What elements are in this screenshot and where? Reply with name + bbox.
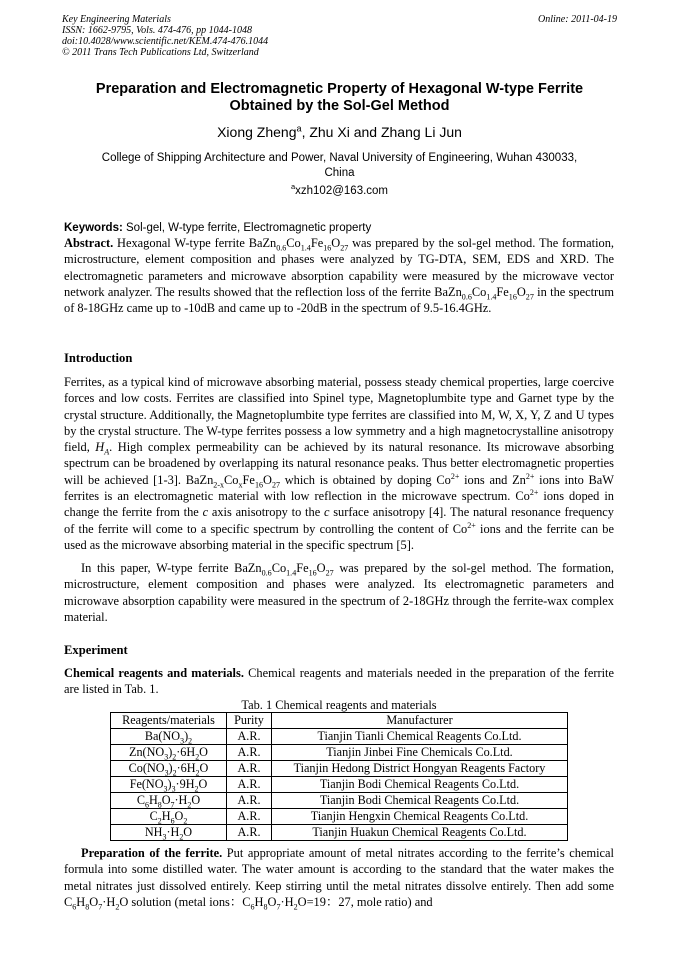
experiment-heading: Experiment <box>64 643 128 657</box>
authors-rest: , Zhu Xi and Zhang Li Jun <box>301 124 462 140</box>
intro-sup: 2+ <box>450 471 460 481</box>
intro-sub: 16 <box>254 480 263 490</box>
affiliation-line-1: College of Shipping Architecture and Power, Naval University of Engineering, Wuhan 430033, <box>101 152 578 164</box>
intro-sub: 27 <box>271 480 280 490</box>
purity-cell: A.R. <box>227 793 272 809</box>
manufacturer-cell: Tianjin Hedong District Hongyan Reagents Factory <box>272 761 568 777</box>
abstract-sub: 0.6 <box>461 292 472 302</box>
email-address: xzh102@163.com <box>295 185 389 197</box>
intro-text: ions and Zn <box>459 472 526 487</box>
preparation-label: Preparation of the ferrite. <box>81 846 223 860</box>
manufacturer-cell: Tianjin Hengxin Chemical Reagents Co.Ltd. <box>272 809 568 825</box>
abstract-sub: 1.4 <box>300 243 311 253</box>
abstract-text: Fe <box>310 236 324 250</box>
author-1-sup: a <box>296 123 302 134</box>
purity-cell: A.R. <box>227 761 272 777</box>
issn-line: ISSN: 1662-9795, Vols. 474-476, pp 1044-1048 <box>62 25 252 36</box>
intro-text: O <box>262 472 272 487</box>
prep-sub: 6 <box>250 902 255 912</box>
reagents-text: Chemical reagents and materials needed in the preparation of the ferrite are listed in Tab. 1. <box>64 666 614 697</box>
prep-text: O <box>119 894 129 909</box>
manufacturer-cell: Tianjin Jinbei Fine Chemicals Co.Ltd. <box>272 745 568 761</box>
prep-text: solution (metal ions：C <box>128 894 251 909</box>
table-header-cell: Purity <box>227 713 272 729</box>
prep-text: H <box>76 894 86 909</box>
prep-sub: 2 <box>293 902 298 912</box>
intro-text: Co <box>224 472 239 487</box>
intro-sub: 16 <box>308 568 317 578</box>
introduction-paragraph-1 <box>64 374 614 553</box>
intro-text: surface anisotropy [4]. The natural resonance frequency of the ferrite will come to a specific spectrum by controlling the content of Co <box>64 505 614 536</box>
prep-text: ·H <box>102 894 116 909</box>
intro-sub: A <box>104 447 110 457</box>
prep-sub: 7 <box>98 902 103 912</box>
abstract-text: Co <box>471 284 487 299</box>
intro-symbol: c <box>202 505 209 520</box>
table-row <box>111 825 568 841</box>
prep-text: O=19：27, mole ratio) and <box>297 894 433 909</box>
intro-sup: 2+ <box>529 487 539 497</box>
purity-cell: A.R. <box>227 809 272 825</box>
table-row <box>111 761 568 777</box>
copyright-line: © 2011 Trans Tech Publications Ltd, Switzerland <box>62 47 259 58</box>
affiliation-line-2: China <box>324 167 355 179</box>
reagents-table <box>110 712 568 841</box>
prep-sub: 2 <box>115 902 120 912</box>
intro-sub: x <box>238 480 243 490</box>
introduction-heading: Introduction <box>64 351 133 365</box>
title-line-2: Obtained by the Sol-Gel Method <box>229 98 450 114</box>
intro-text: which is obtained by doping Co <box>279 472 451 487</box>
abstract-sub: 27 <box>525 292 534 302</box>
reagent-cell: $Fe(NO_3)_3\cdot 9H_2O$ <box>111 777 227 793</box>
abstract-text: O <box>516 284 526 299</box>
intro-text: Fe <box>296 561 309 575</box>
intro-text: Fe <box>242 472 255 487</box>
reagents-label: Chemical reagents and materials. <box>64 666 244 680</box>
abstract-text: Co <box>286 236 301 250</box>
intro-text: Ferrites, as a typical kind of microwave absorbing material, possess steady chemical properties, large coercive forces and low costs. Ferrites are classified into Spinel type, Magnetoplumbite type and Garnet type by the crystal structure. Additionally, the Magnetoplumbite type ferrites are classified into M, W, X, Y, Z and U types by the crystal structure. The W-type ferrites possess a low symmetry and a high magnetocrystalline anisotropy field, <box>64 375 614 455</box>
abstract-text: O <box>331 236 341 250</box>
journal-name: Key Engineering Materials <box>62 14 171 25</box>
table-caption: Tab. 1 Chemical reagents and materials <box>241 698 437 712</box>
abstract-text: was prepared by the sol-gel method. The formation, microstructure, element composition and phases were analyzed by TG-DTA, SEM, EDS and XRD. The electromagnetic parameters and microwave absorption capability were measured by the microwave vector network analyzer. The results showed that the reflection loss of the ferrite BaZn <box>64 236 614 299</box>
abstract-text: Fe <box>496 284 509 299</box>
table-row <box>111 777 568 793</box>
intro-text: . High complex permeability can be achieved by its natural resonance. Its microwave absorbing spectrum can be broadened by overlapping its natural resonance peaks. Thus better electromagnetic properties will be achieved [1-3]. BaZn <box>64 440 614 487</box>
intro-text: ions into BaW ferrites is an electromagnetic material with low reflection in the microwave spectrum. Co <box>64 472 614 504</box>
abstract-sub: 0.6 <box>276 243 287 253</box>
intro-text: Co <box>271 561 287 575</box>
abstract-sub: 16 <box>323 243 332 253</box>
reagent-cell: $Co(NO_3)_2\cdot 6H_2O$ <box>111 761 227 777</box>
intro-sub: 0.6 <box>261 568 272 578</box>
reagent-cell: $NH_3\cdot H_2O$ <box>111 825 227 841</box>
prep-text: Put appropriate amount of metal nitrates according to the ferrite’s chemical formula into some distilled water. The water amount is according to the standard that the water makes the metal nitrates just dissolved entirely. Keep stirring until the metal nitrates dissolve entirely. Then add some C <box>64 846 614 909</box>
table-header-row <box>111 713 568 729</box>
intro-text: ions doped in change the ferrite from the <box>64 489 614 520</box>
introduction-paragraph-2 <box>64 560 614 625</box>
email-sup: a <box>290 182 296 192</box>
intro-sup: 2+ <box>525 471 535 481</box>
abstract-sub: 16 <box>508 292 517 302</box>
preparation-paragraph <box>64 845 614 910</box>
table-row <box>111 809 568 825</box>
table-header-cell: Reagents/materials <box>111 713 227 729</box>
table-row <box>111 793 568 809</box>
prep-sub: 7 <box>276 902 281 912</box>
intro-text: O <box>316 561 326 575</box>
manufacturer-cell: Tianjin Bodi Chemical Reagents Co.Ltd. <box>272 793 568 809</box>
prep-sub: 8 <box>85 902 90 912</box>
prep-sub: 6 <box>72 902 77 912</box>
intro-text: In this paper, W-type ferrite BaZn <box>81 561 262 575</box>
online-date: Online: 2011-04-19 <box>538 14 617 25</box>
reagents-paragraph <box>64 665 614 698</box>
reagent-cell: $C_2H_6O_2$ <box>111 809 227 825</box>
authors <box>62 124 617 141</box>
abstract-text: in the spectrum of 8-18GHz came up to -10dB and came up to -20dB in the spectrum of 9.5-16.4GHz. <box>64 284 614 316</box>
abstract-text: Hexagonal W-type ferrite BaZn <box>113 236 277 250</box>
purity-cell: A.R. <box>227 745 272 761</box>
abstract <box>64 235 614 316</box>
prep-sub: 8 <box>263 902 268 912</box>
prep-text: ·H <box>280 894 294 909</box>
journal-header <box>62 14 617 58</box>
purity-cell: A.R. <box>227 777 272 793</box>
purity-cell: A.R. <box>227 825 272 841</box>
reagent-cell: $Ba(NO_3)_2$ <box>111 729 227 745</box>
table-row <box>111 729 568 745</box>
paper-title <box>62 81 617 115</box>
manufacturer-cell: Tianjin Tianli Chemical Reagents Co.Ltd. <box>272 729 568 745</box>
abstract-sub: 27 <box>340 243 349 253</box>
manufacturer-cell: Tianjin Huakun Chemical Reagents Co.Ltd. <box>272 825 568 841</box>
prep-text: H <box>254 894 264 909</box>
intro-sub: 1.4 <box>286 568 297 578</box>
abstract-label: Abstract. <box>64 236 114 250</box>
intro-text: ions and the ferrite can be used as the microwave absorbing material in the specific spectrum [5]. <box>64 521 615 552</box>
intro-symbol: H <box>95 440 105 455</box>
intro-text: axis anisotropy to the <box>208 505 324 520</box>
email <box>62 184 617 198</box>
intro-sub: 2-x <box>213 480 225 490</box>
manufacturer-cell: Tianjin Bodi Chemical Reagents Co.Ltd. <box>272 777 568 793</box>
table-row <box>111 745 568 761</box>
purity-cell: A.R. <box>227 729 272 745</box>
keywords-text: Sol-gel, W-type ferrite, Electromagnetic property <box>126 222 372 234</box>
author-1: Xiong Zheng <box>217 124 297 140</box>
intro-text: was prepared by the sol-gel method. The formation, microstructure, element composition and phases were analyzed. Its electromagnetic parameters and microwave absorption capability were measured in the spectrum of 2-18GHz through the ferrite-wax complex material. <box>64 561 614 624</box>
doi-line: doi:10.4028/www.scientific.net/KEM.474-476.1044 <box>62 36 269 47</box>
keywords-label: Keywords: <box>64 222 123 234</box>
abstract-sub: 1.4 <box>486 292 497 302</box>
affiliation <box>72 151 607 181</box>
reagent-cell: $Zn(NO_3)_2\cdot 6H_2O$ <box>111 745 227 761</box>
intro-symbol: c <box>323 505 330 520</box>
prep-text: O <box>89 894 99 909</box>
reagent-cell: $C_6H_8O_7\cdot H_2O$ <box>111 793 227 809</box>
intro-sup: 2+ <box>467 520 476 530</box>
intro-sub: 27 <box>325 568 334 578</box>
title-line-1: Preparation and Electromagnetic Property of Hexagonal W-type Ferrite <box>95 81 584 97</box>
table-header-cell: Manufacturer <box>272 713 568 729</box>
prep-text: O <box>267 894 277 909</box>
keywords <box>64 221 619 235</box>
